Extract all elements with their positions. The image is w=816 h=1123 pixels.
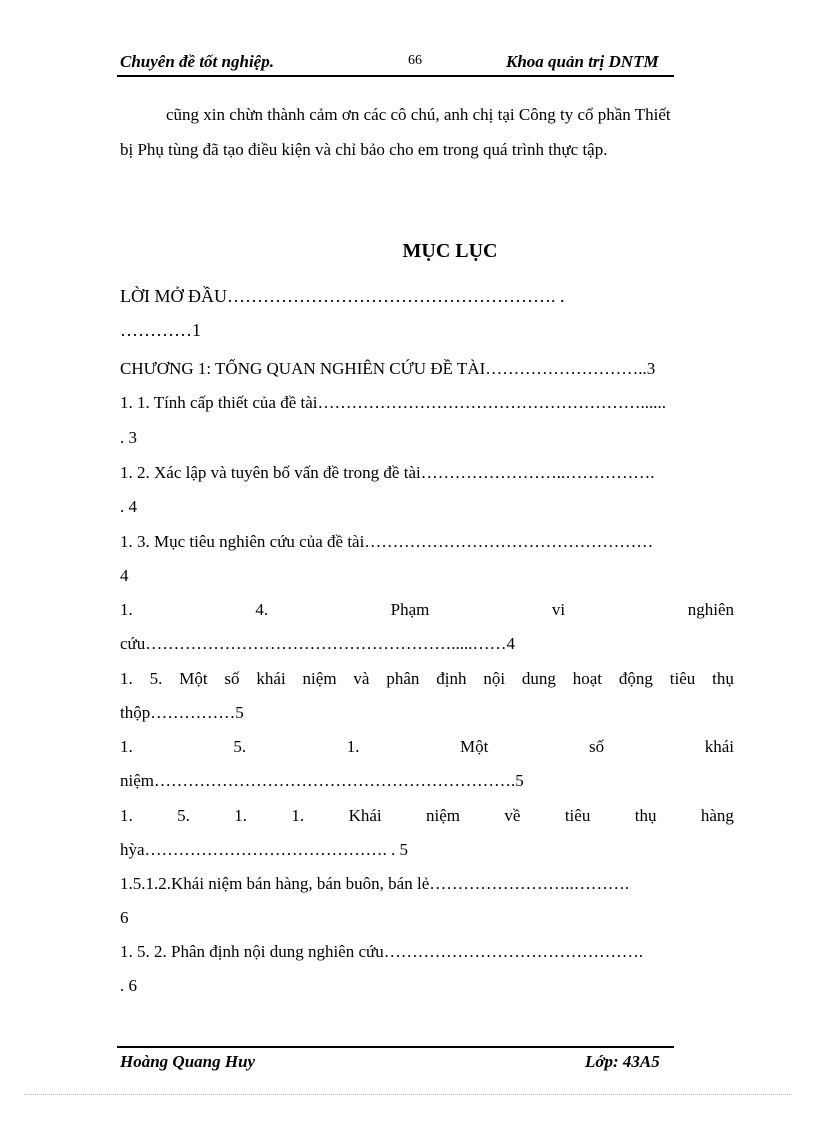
toc-line: 1. 1. Tính cấp thiết của đề tài…………………………………………………...... <box>120 393 666 412</box>
toc-line: 4 <box>120 566 129 585</box>
toc-word: hàng <box>700 806 734 825</box>
toc-title: MỤC LỤC <box>402 240 498 262</box>
toc-word: thụ <box>712 669 734 688</box>
toc-line: . 6 <box>120 976 137 995</box>
toc-line <box>120 737 734 757</box>
header-rule <box>117 75 674 77</box>
toc-word: hoạt <box>572 669 603 688</box>
toc-word: nội <box>483 669 506 688</box>
toc-word: 1. <box>120 669 133 688</box>
toc-word: 1. <box>291 806 305 825</box>
toc-line: thộp……………5 <box>120 703 244 722</box>
toc-word: tiêu <box>564 806 591 825</box>
footer-class: Lớp: 43A5 <box>585 1052 660 1071</box>
toc-word: niệm <box>426 806 460 825</box>
toc-line <box>120 669 734 689</box>
toc-word: khái <box>256 669 286 688</box>
toc-word: số <box>224 669 240 688</box>
toc-word: 5. <box>233 737 247 756</box>
toc-line: 1.5.1.2.Khái niệm bán hàng, bán buôn, bán lẻ……………………..………. <box>120 874 629 893</box>
toc-word: về <box>504 806 521 825</box>
footer-author: Hoàng Quang Huy <box>120 1052 256 1071</box>
toc-line: 6 <box>120 908 129 927</box>
toc-word: định <box>436 669 467 688</box>
page-number: 66 <box>408 53 422 68</box>
toc-word: phân <box>386 669 420 688</box>
toc-word: 4. <box>255 600 269 619</box>
toc-word: 5. <box>149 669 163 688</box>
footer-rule <box>117 1046 674 1048</box>
toc-word: thụ <box>634 806 657 825</box>
toc-word: tiêu <box>669 669 696 688</box>
toc-word: số <box>588 737 605 756</box>
toc-line: …………1 <box>120 320 201 340</box>
toc-word: nghiên <box>687 600 734 619</box>
toc-line <box>120 806 734 826</box>
toc-word: khái <box>704 737 734 756</box>
toc-word: 1. <box>120 806 133 825</box>
toc-word: 1. <box>234 806 248 825</box>
toc-word: 1. <box>120 737 133 756</box>
intro-line: bị Phụ tùng đã tạo điều kiện và chỉ bảo cho em trong quá trình thực tập. <box>120 140 608 159</box>
toc-line: 1. 3. Mục tiêu nghiên cứu của đề tài…………………………………………… <box>120 532 654 551</box>
toc-word: 1. <box>346 737 360 756</box>
toc-line: CHƯƠNG 1: TỔNG QUAN NGHIÊN CỨU ĐỀ TÀI………………………..3 <box>120 359 656 378</box>
toc-line: . 3 <box>120 428 137 447</box>
toc-line: niệm……………………………………………………….5 <box>120 771 524 790</box>
toc-word: vi <box>551 600 566 619</box>
intro-line: cũng xin chừn thành cảm ơn các cô chú, anh chị tại Công ty cổ phần Thiết <box>166 105 671 124</box>
toc-word: 5. <box>177 806 190 825</box>
toc-word: Khái <box>348 806 382 825</box>
header-department: Khoa quản trị DNTM <box>506 52 659 71</box>
toc-line: 1. 2. Xác lập và tuyên bố vấn đề trong đề tài……………………..……………. <box>120 463 655 482</box>
toc-line: . 4 <box>120 497 137 516</box>
header-title: Chuyên đề tốt nghiệp. <box>120 52 274 71</box>
toc-word: động <box>618 669 653 688</box>
intro-paragraph <box>120 97 734 167</box>
toc-word: niệm <box>302 669 337 688</box>
toc-word: Phạm <box>390 600 430 619</box>
toc-word: dung <box>521 669 556 688</box>
toc-line: LỜI MỞ ĐẦU………………………………………………. . <box>120 286 565 306</box>
toc-word: và <box>353 669 370 688</box>
page-edge <box>24 1094 792 1095</box>
toc-line: 1. 5. 2. Phân định nội dung nghiên cứu………………………………………. <box>120 942 643 961</box>
toc-word: Một <box>179 669 208 688</box>
toc-line <box>120 600 734 620</box>
toc-line: cứu……………………………………………….....……4 <box>120 634 516 653</box>
toc-word: 1. <box>120 600 133 619</box>
toc-line: hỳa……………………………………. . 5 <box>120 840 409 859</box>
toc-word: Một <box>460 737 489 756</box>
